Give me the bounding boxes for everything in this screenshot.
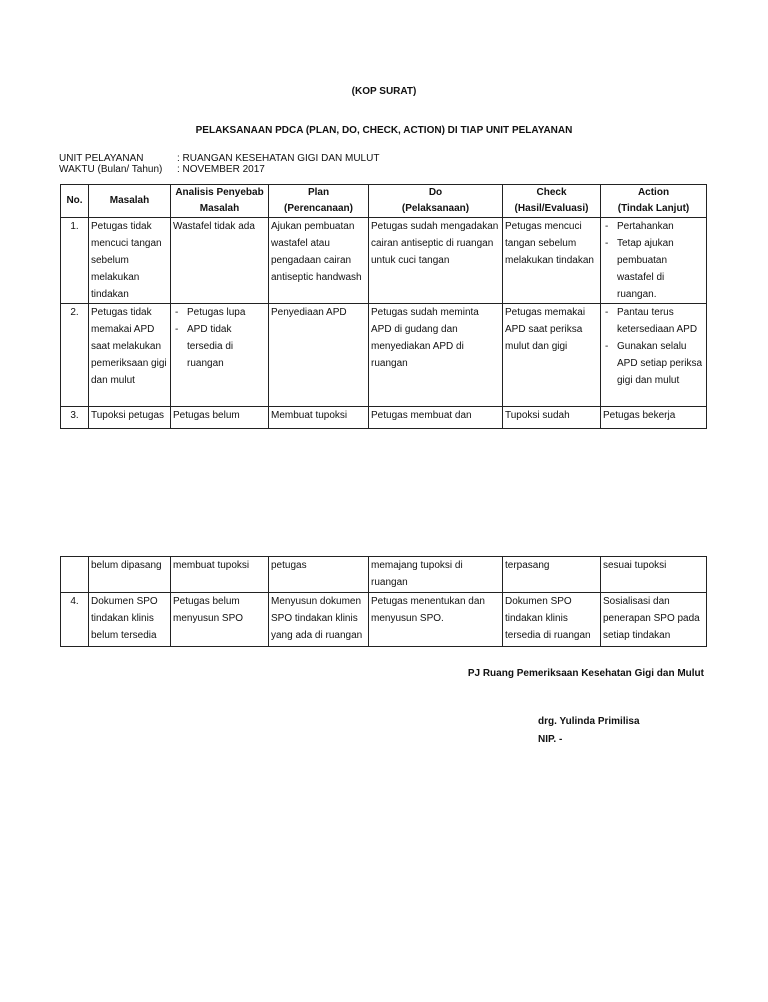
row1-analisis: Wastafel tidak ada — [171, 218, 269, 304]
header-do-1: Do — [428, 187, 443, 198]
list-item: - Tetap ajukan pembuatan wastafel di ruangan. — [603, 235, 704, 303]
row3b-analisis: membuat tupoksi — [171, 557, 269, 593]
list-item: - APD tidak tersedia di ruangan — [173, 321, 266, 372]
table-row — [61, 593, 707, 647]
row4-do: Petugas menentukan dan menyusun SPO. — [369, 593, 503, 647]
header-no: No. — [61, 185, 89, 218]
meta-time-label: WAKTU (Bulan/ Tahun) — [59, 164, 163, 175]
header-action-1: Action — [637, 187, 670, 198]
table-row — [61, 407, 707, 429]
header-action-2: (Tindak Lanjut) — [617, 203, 690, 214]
row4-action: Sosialisasi dan penerapan SPO pada setiap tindakan — [601, 593, 707, 647]
row4-plan: Menyusun dokumen SPO tindakan klinis yang ada di ruangan — [269, 593, 369, 647]
signature-nip: NIP. - — [538, 734, 563, 745]
row3b-action: sesuai tupoksi — [601, 557, 707, 593]
row4-analisis: Petugas belum menyusun SPO — [171, 593, 269, 647]
header-analisis — [171, 185, 269, 218]
header-do — [369, 185, 503, 218]
kop-surat: (KOP SURAT) — [351, 86, 417, 97]
header-masalah: Masalah — [89, 185, 171, 218]
list-item: - Pertahankan — [603, 218, 704, 235]
header-analisis-1: Analisis Penyebab — [175, 187, 264, 198]
row1-plan: Ajukan pembuatan wastafel atau pengadaan cairan antiseptic handwash — [269, 218, 369, 304]
header-check-1: Check — [536, 187, 567, 198]
header-plan-2: (Perencanaan) — [284, 203, 353, 214]
header-check-2: (Hasil/Evaluasi) — [514, 203, 589, 214]
row3b-do: memajang tupoksi di ruangan — [369, 557, 503, 593]
document-title: PELAKSANAAN PDCA (PLAN, DO, CHECK, ACTION) DI TIAP UNIT PELAYANAN — [195, 125, 573, 136]
table-row — [61, 557, 707, 593]
row2-masalah: Petugas tidak memakai APD saat melakukan pemeriksaan gigi dan mulut — [89, 304, 171, 407]
meta-time-value: : NOVEMBER 2017 — [177, 164, 265, 175]
row4-no: 4. — [61, 593, 89, 647]
row1-action-list — [603, 218, 704, 303]
row2-plan: Penyediaan APD — [269, 304, 369, 407]
table-row — [61, 218, 707, 304]
row1-no: 1. — [61, 218, 89, 304]
table-header-row — [61, 185, 707, 218]
row2-action — [601, 304, 707, 407]
header-plan-1: Plan — [307, 187, 330, 198]
pdca-table — [60, 184, 707, 429]
row2-no: 2. — [61, 304, 89, 407]
row1-action — [601, 218, 707, 304]
meta-unit — [59, 153, 379, 164]
header-plan — [269, 185, 369, 218]
meta-block — [59, 153, 379, 175]
row2-check: Petugas memakai APD saat periksa mulut dan gigi — [503, 304, 601, 407]
row3-plan: Membuat tupoksi — [269, 407, 369, 429]
row4-check: Dokumen SPO tindakan klinis tersedia di ruangan — [503, 593, 601, 647]
row3b-check: terpasang — [503, 557, 601, 593]
row3-masalah: Tupoksi petugas — [89, 407, 171, 429]
header-check — [503, 185, 601, 218]
row3b-plan: petugas — [269, 557, 369, 593]
row3-no: 3. — [61, 407, 89, 429]
header-action — [601, 185, 707, 218]
list-item: - Pantau terus ketersediaan APD — [603, 304, 704, 338]
row1-masalah: Petugas tidak mencuci tangan sebelum melakukan tindakan — [89, 218, 171, 304]
row2-do: Petugas sudah meminta APD di gudang dan menyediakan APD di ruangan — [369, 304, 503, 407]
row1-do: Petugas sudah mengadakan cairan antiseptic di ruangan untuk cuci tangan — [369, 218, 503, 304]
table-row — [61, 304, 707, 407]
row3-analisis: Petugas belum — [171, 407, 269, 429]
row3-check: Tupoksi sudah — [503, 407, 601, 429]
row3-action: Petugas bekerja — [601, 407, 707, 429]
row3b-no — [61, 557, 89, 593]
row2-analisis-list — [173, 304, 266, 372]
meta-unit-label: UNIT PELAYANAN — [59, 153, 144, 164]
row1-check: Petugas mencuci tangan sebelum melakukan tindakan — [503, 218, 601, 304]
signature-name: drg. Yulinda Primilisa — [538, 716, 640, 727]
row3b-masalah: belum dipasang — [89, 557, 171, 593]
header-do-2: (Pelaksanaan) — [401, 203, 470, 214]
row4-masalah: Dokumen SPO tindakan klinis belum tersedia — [89, 593, 171, 647]
row2-action-list — [603, 304, 704, 389]
row3-do: Petugas membuat dan — [369, 407, 503, 429]
row2-analisis — [171, 304, 269, 407]
meta-time — [59, 164, 379, 175]
list-item: - Petugas lupa — [173, 304, 266, 321]
signature-role: PJ Ruang Pemeriksaan Kesehatan Gigi dan Mulut — [467, 668, 704, 679]
pdca-table-continued — [60, 556, 707, 647]
meta-unit-value: : RUANGAN KESEHATAN GIGI DAN MULUT — [177, 153, 380, 164]
list-item: - Gunakan selalu APD setiap periksa gigi dan mulut — [603, 338, 704, 389]
header-analisis-2: Masalah — [199, 203, 240, 214]
